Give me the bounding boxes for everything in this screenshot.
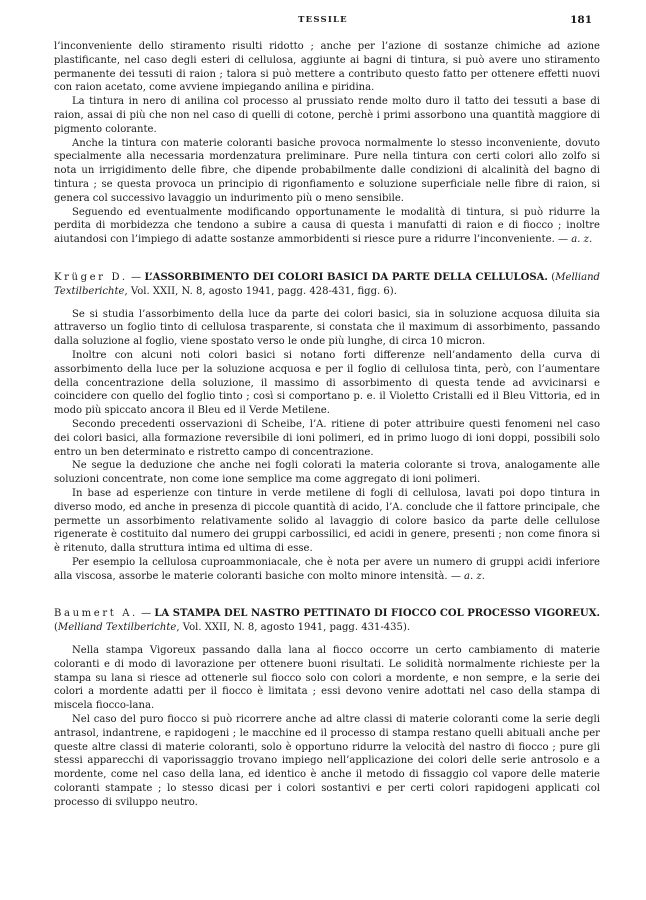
page-number: 181 [570, 14, 592, 26]
abstract-signature: — a. z. [450, 570, 485, 582]
paragraph: Nel caso del puro fiocco si può ricorrere anche ad altre classi di materie coloranti come la serie degli antrasol, indantrene, e rapidogeni ; le macchine ed il processo di stampa restano quelli abituali anche per queste altre classi di materie coloranti, solo è opportuno ridurre la velocità del nastro di fiocco ; pure gli stessi apparecchi di vaporissaggio trovano impiego nell’applicazione dei colori delle serie antrosolo e a mordente, come nel caso della lana, ed identico è anche il metodo di fissaggio col vapore delle materie coloranti stampate ; lo stesso dicasi per i colori sostantivi e per certi colori rapidogeni applicati col processo di sviluppo neutro. [54, 714, 600, 808]
running-head [0, 15, 646, 29]
abstract-entry-baumert [54, 607, 600, 809]
paragraph: In base ad esperienze con tinture in verde metilene di fogli di cellulosa, lavati poi dopo tintura in diverso modo, ed anche in presenza di piccole quantità di acido, l’A. conclude che il fattore principale, che permette un assorbimento relativamente solido al lavaggio di colore basico da parte delle cellulose rigenerate è costituito dal numero dei gruppi carbossilici, ed acidi in genere, presenti ; non come finora si è ritenuto, dalla struttura intima ed ultima di esse. [54, 487, 600, 555]
paragraph: Nella stampa Vigoreux passando dalla lana al fiocco occorre un certo cambiamento di materie coloranti e di modo di lavorazione per ottenere buoni risultati. Le solidità normalmente richieste per la stampa su lana si riesce ad ottenerle sul fiocco solo con colori a mordente, e non sempre, e la serie dei colori a mordente adatti per il fiocco è limitata ; essi devono venire adottati nel caso della stampa di miscela fiocco-lana. [54, 645, 600, 712]
paragraph-text: Per esempio la cellulosa cuproammoniacale, che è nota per avere un numero di gruppi acidi inferiore alla viscosa, assorbe le materie coloranti basiche con molto minore intensità. [54, 556, 600, 582]
entry-author: Baumert A. [54, 608, 138, 620]
entry-heading [54, 271, 600, 299]
entry-title: L’ASSORBIMENTO DEI COLORI BASICI DA PARTE DELLA CELLULOSA. [144, 271, 548, 283]
source-open: ( [547, 271, 556, 283]
paragraph: l’inconveniente dello stiramento risulti ridotto ; anche per l’azione di sostanze chimiche ad azione plastificante, nel caso degli esteri di cellulosa, aggiunte ai bagni di tintura, si può avere uno stiramento permanente dei tessuti di raion ; talora si può mettere a contributo questo fatto per ottenere effetti nuovi con raion acetato, come avviene impiegando anilina e piridina. [54, 41, 600, 94]
running-head-title: TESSILE [298, 15, 348, 25]
paragraph: Secondo precedenti osservazioni di Scheibe, l’A. ritiene di poter attribuire questi fenomeni nel caso dei colori basici, alla formazione reversibile di ioni polimeri, ed in primo luogo di ioni doppi, possibili solo entro un ben determinato e ristretto campo di concentrazione. [54, 418, 600, 458]
source-details: , Vol. XXII, N. 8, agosto 1941, pagg. 428-431, figg. 6). [124, 285, 397, 297]
journal-name: Melliand Textilberichte [54, 271, 600, 297]
paragraph: La tintura in nero di anilina col processo al prussiato rende molto duro il tatto dei tessuti a base di raion, assai di più che non nel caso di quelli di cotone, perchè i primi assorbono una quantità maggiore di pigmento colorante. [54, 96, 600, 135]
article-body [54, 40, 600, 810]
abstract-entry-kruger [54, 271, 600, 584]
source-open: ( [54, 622, 58, 634]
abstract-signature: — a. z. [558, 234, 593, 246]
heading-separator: — [127, 271, 145, 283]
paragraph: Se si studia l’assorbimento della luce da parte dei colori basici, sia in soluzione acquosa diluita sia attraverso un foglio tinto di cellulosa trasparente, si constata che il maximum di assorbimento, passando dalla soluzione al foglio, viene spostato verso le onde più lunghe, di circa 10 micron. [54, 308, 600, 348]
paragraph: Ne segue la deduzione che anche nei fogli colorati la materia colorante si trova, analogamente alle soluzioni concentrate, non come ione semplice ma come aggregato di ioni polimeri. [54, 460, 600, 486]
paragraph-text: Seguendo ed eventualmente modificando opportunamente le modalità di tintura, si può ridurre la perdita di morbidezza che tendono a subire a causa di questa i manufatti di raion e di fiocco ; inoltre aiutandosi con l’impiego di adatte sostanze ammorbidenti si riesce pure a ridurre l’inconveniente. [54, 206, 600, 246]
heading-separator: — [137, 608, 155, 620]
paragraph [54, 206, 600, 247]
source-details: , Vol. XXII, N. 8, agosto 1941, pagg. 431-435). [176, 622, 411, 634]
continued-abstract [54, 40, 600, 247]
entry-title: LA STAMPA DEL NASTRO PETTINATO DI FIOCCO COL PROCESSO VIGOREUX. [154, 608, 600, 620]
paragraph: Anche la tintura con materie coloranti basiche provoca normalmente lo stesso inconveniente, dovuto specialmente alla necessaria mordenzatura preliminare. Pure nella tintura con certi colori allo zolfo si nota un irrigidimento delle fibre, che dipende probabilmente dalle condizioni di alcalinità del bagno di tintura ; se questa provoca un principio di rigonfiamento e soluzione superficiale nelle fibre di raion, si genera col successivo lavaggio un indurimento più o meno sensibile. [54, 137, 600, 204]
paragraph: Inoltre con alcuni noti colori basici si notano forti differenze nell’andamento della curva di assorbimento della luce per la soluzione acquosa e per il foglio di cellulosa tinta, però, con l’aumentare della concentrazione della soluzione, il massimo di assorbimento di questa tende ad avvicinarsi e coincidere con quello del foglio tinto ; così si comportano p. e. il Violetto Cristalli ed il Bleu Vittoria, ed in modo più spiccato ancora il Bleu ed il Verde Metilene. [54, 349, 600, 417]
journal-name: Melliand Textilberichte [57, 622, 177, 634]
entry-author: Krüger D. [54, 271, 128, 283]
paragraph [54, 556, 600, 584]
entry-heading [54, 607, 600, 635]
